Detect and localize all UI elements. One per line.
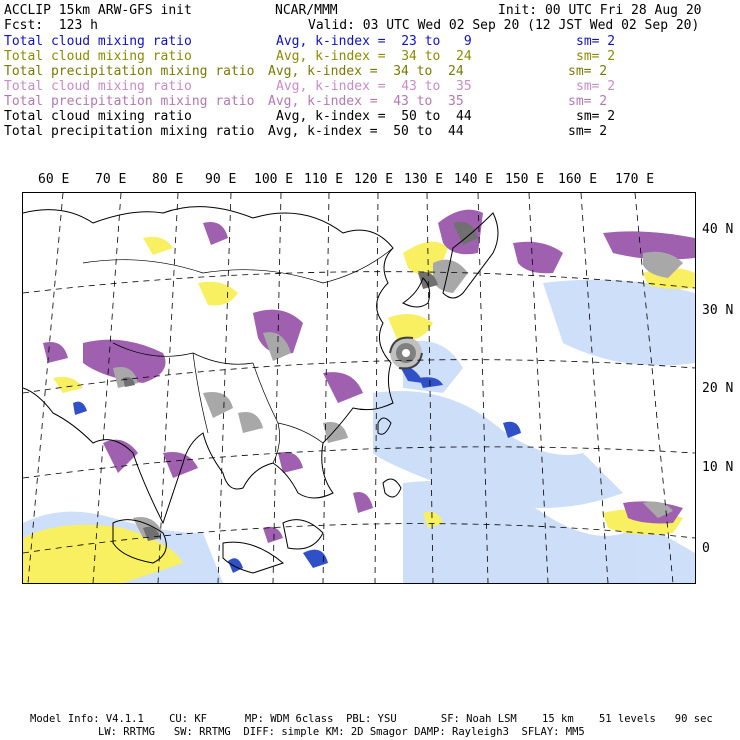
map-graphic <box>23 193 695 583</box>
lat-label: 0 <box>702 541 710 556</box>
map-panel <box>22 192 696 584</box>
legend-row-6: Total cloud mixing ratio <box>4 109 192 124</box>
lon-label: 140 E <box>454 172 494 187</box>
legend-sm-6: sm= 2 <box>576 109 616 124</box>
legend-sm-3: sm= 2 <box>568 64 608 79</box>
lon-label: 80 E <box>152 172 184 187</box>
legend-avg-5: Avg, k-index = 43 to 35 <box>268 94 464 109</box>
legend-field: Total cloud mixing ratio <box>4 34 192 49</box>
legend-row-1 <box>4 34 192 49</box>
legend-row-4: Total cloud mixing ratio <box>4 79 192 94</box>
lon-label: 90 E <box>205 172 237 187</box>
legend-avg-6: Avg, k-index = 50 to 44 <box>276 109 472 124</box>
legend-row-5: Total precipitation mixing ratio <box>4 94 255 109</box>
lon-label: 120 E <box>354 172 394 187</box>
valid-time: Valid: 03 UTC Wed 02 Sep 20 (12 JST Wed 02 Sep 20) <box>308 18 700 33</box>
legend-avg-2: Avg, k-index = 34 to 24 <box>276 49 472 64</box>
lon-label: 150 E <box>505 172 545 187</box>
lat-label: 40 N <box>702 222 734 237</box>
legend-row-2: Total cloud mixing ratio <box>4 49 192 64</box>
legend-row-3: Total precipitation mixing ratio <box>4 64 255 79</box>
footer-physics-info: LW: RRTMG SW: RRTMG DIFF: simple KM: 2D Smagor DAMP: Rayleigh3 SFLAY: MM5 <box>98 726 585 738</box>
legend-row-7: Total precipitation mixing ratio <box>4 124 255 139</box>
footer-model-info: Model Info: V4.1.1 CU: KF MP: WDM 6class PBL: YSU SF: Noah LSM 15 km 51 levels 90 sec <box>30 713 713 725</box>
lon-label: 170 E <box>615 172 655 187</box>
lon-label: 60 E <box>38 172 70 187</box>
model-title: ACCLIP 15km ARW-GFS init <box>4 3 192 18</box>
lon-label: 130 E <box>404 172 444 187</box>
legend-sm-5: sm= 2 <box>568 94 608 109</box>
lat-label: 20 N <box>702 381 734 396</box>
legend-sm-4: sm= 2 <box>576 79 616 94</box>
forecast-hour: Fcst: 123 h <box>4 18 98 33</box>
center-label: NCAR/MMM <box>275 3 338 18</box>
init-time: Init: 00 UTC Fri 28 Aug 20 <box>498 3 702 18</box>
legend-avg-4: Avg, k-index = 43 to 35 <box>276 79 472 94</box>
lon-label: 70 E <box>95 172 127 187</box>
lon-label: 100 E <box>254 172 294 187</box>
legend-avg-3: Avg, k-index = 34 to 24 <box>268 64 464 79</box>
lon-label: 110 E <box>304 172 344 187</box>
lon-label: 160 E <box>558 172 598 187</box>
lat-label: 30 N <box>702 303 734 318</box>
legend-avg-7: Avg, k-index = 50 to 44 <box>268 124 464 139</box>
typhoon-swirl <box>390 337 422 369</box>
lat-label: 10 N <box>702 460 734 475</box>
legend-sm-1: sm= 2 <box>576 34 616 49</box>
legend-sm-2: sm= 2 <box>576 49 616 64</box>
legend-avg-1: Avg, k-index = 23 to 9 <box>276 34 472 49</box>
legend-sm-7: sm= 2 <box>568 124 608 139</box>
